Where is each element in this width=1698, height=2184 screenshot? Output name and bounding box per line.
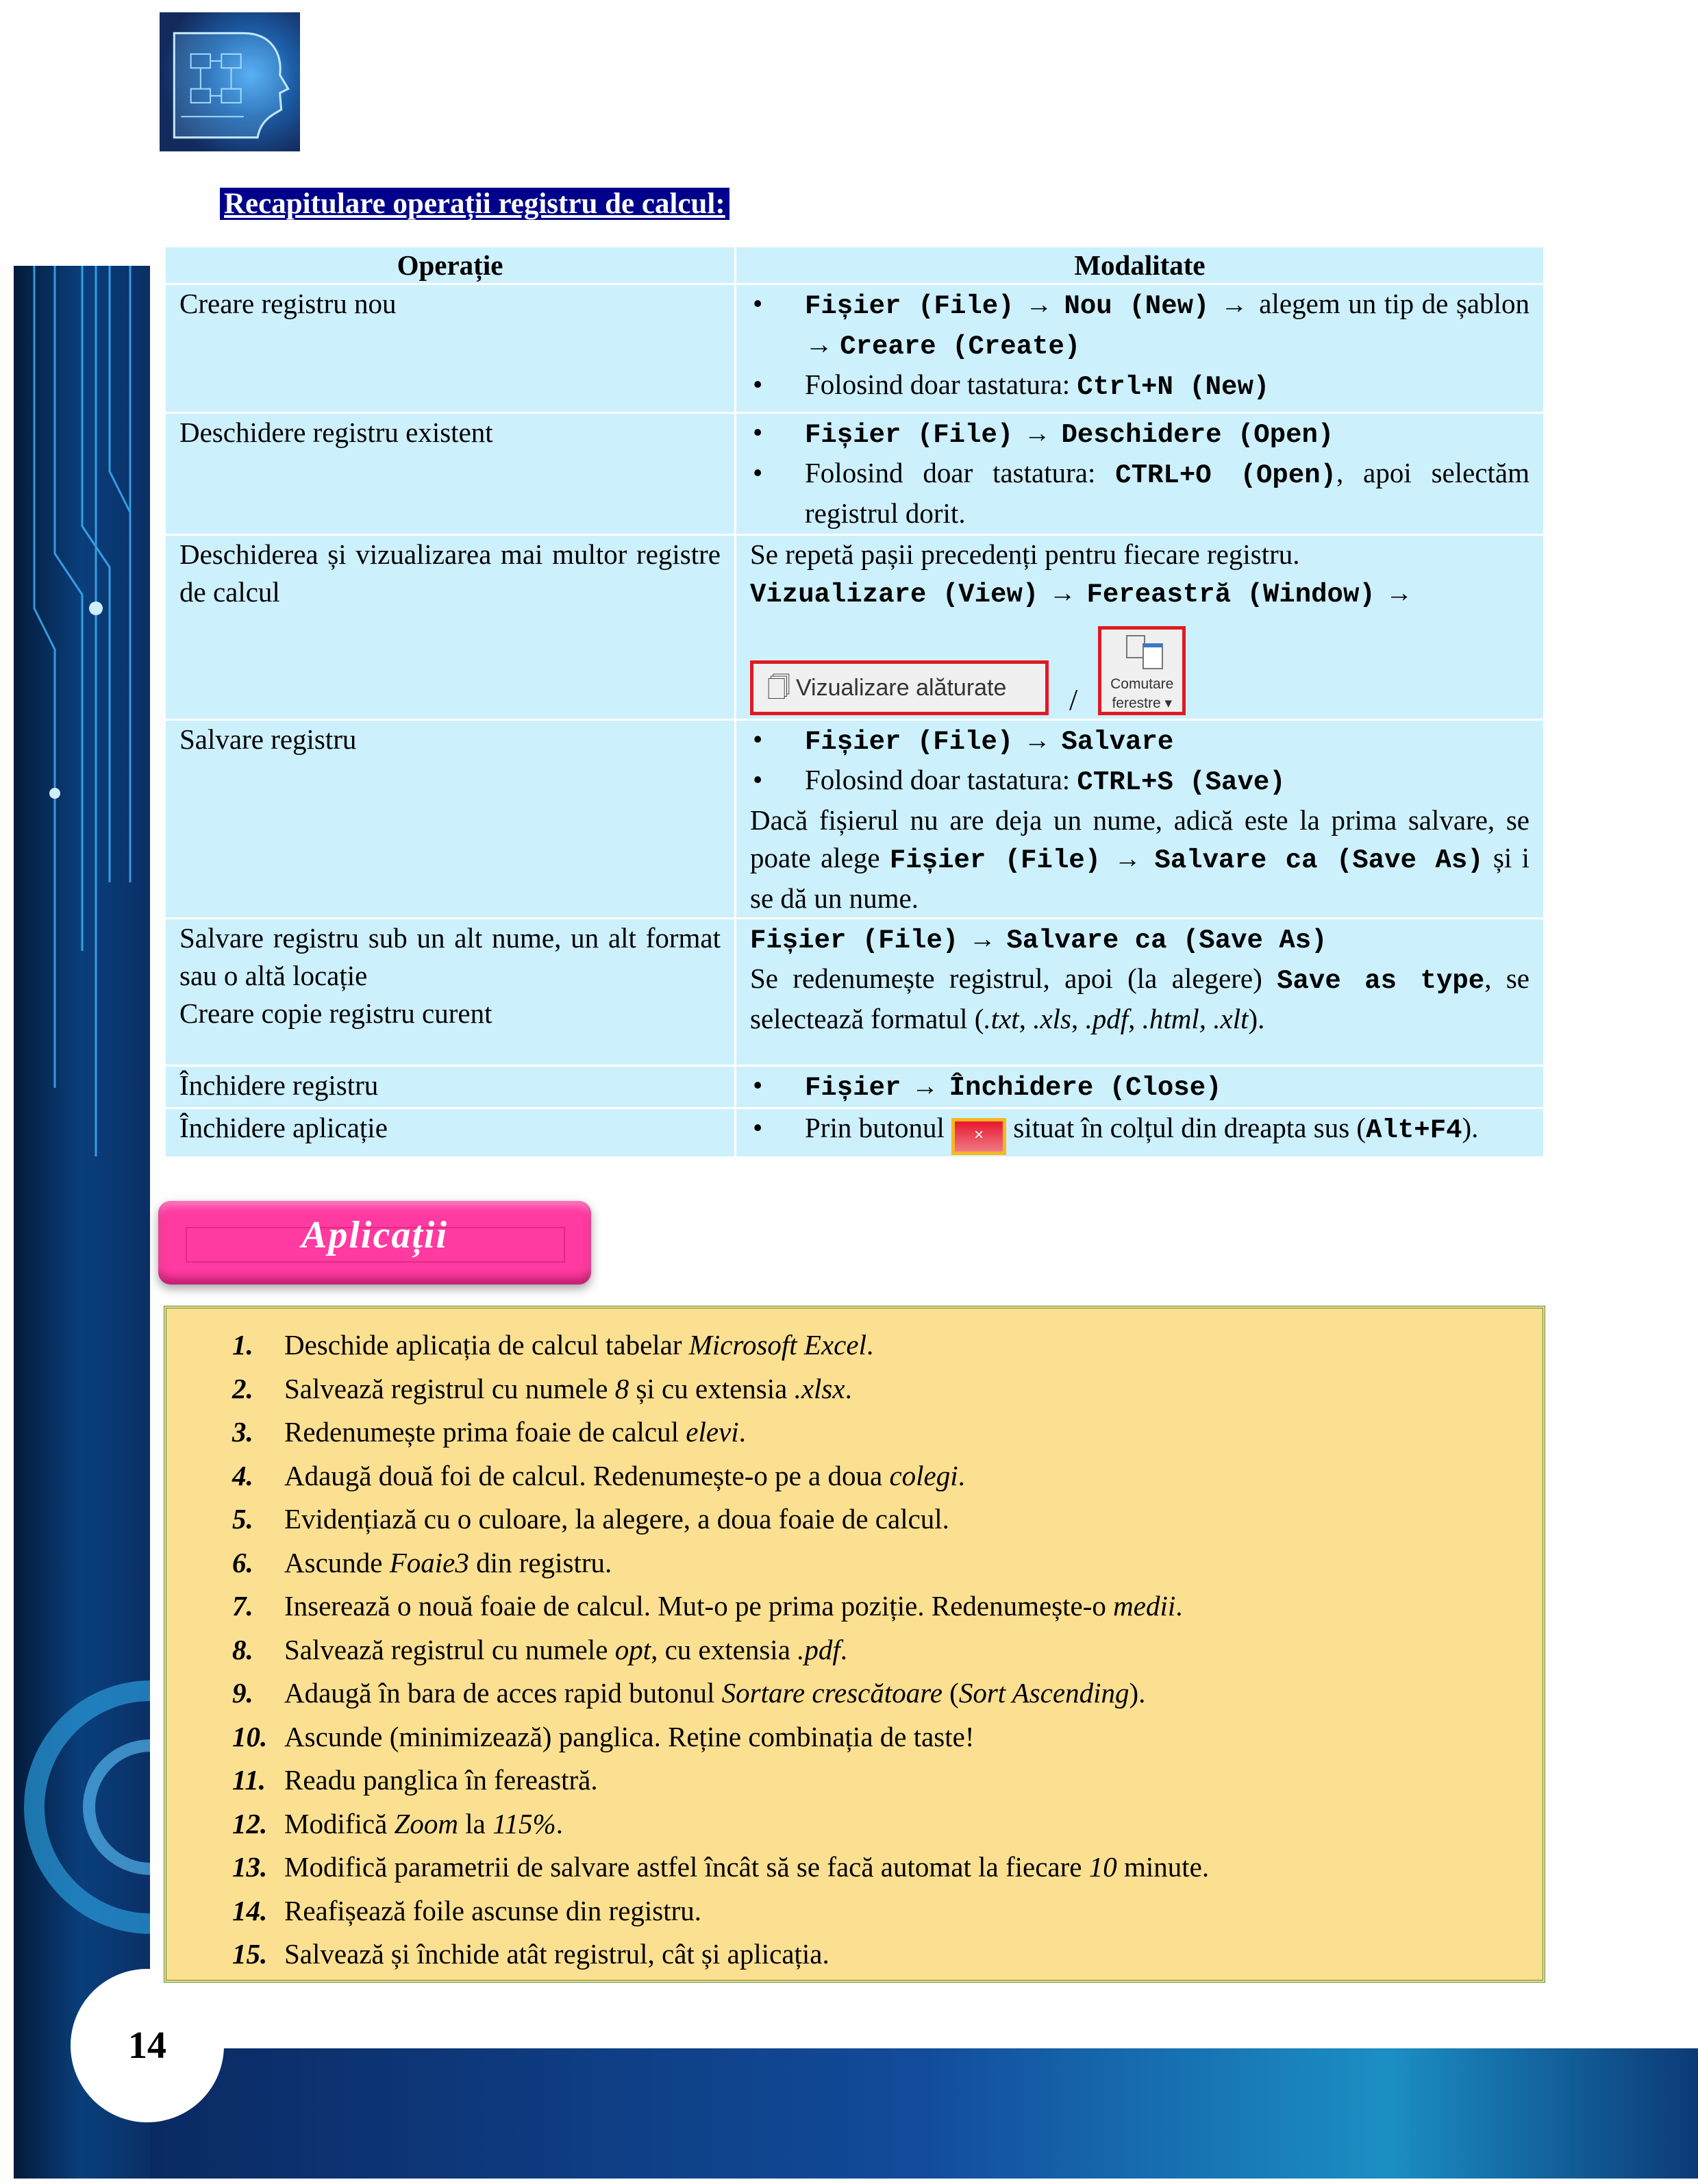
italic-text: .xls [1033,1003,1071,1034]
task-number: 7. [232,1590,253,1622]
method-cell [736,535,1545,720]
text: . [1175,1590,1183,1622]
text: . [845,1372,852,1404]
operation-cell [165,720,736,919]
decorative-bottom-band [150,2048,1698,2179]
task-number: 11. [232,1764,266,1796]
text: Modifică parametrii de salvare astfel încât să se facă automat la fiecare [284,1851,1089,1883]
task-text [284,1715,975,1759]
operation-cell [165,535,736,720]
bullet-item [750,366,1530,406]
bullet-item [750,1067,1530,1107]
text: Salvează și închide atât registrul, cât și aplicația. [284,1938,829,1970]
bullet-item [750,414,1530,454]
code-text: CTRL+S (Save) [1077,767,1286,797]
task-number: 6. [232,1546,253,1578]
text: ( [942,1677,959,1709]
task-number: 9. [232,1677,253,1709]
task-item [232,1802,1543,1846]
text: ). [1462,1112,1479,1143]
switch-windows-label-2: ferestre ▾ [1112,695,1173,711]
task-item [232,1889,1543,1933]
code-text: Alt+F4 [1366,1115,1462,1145]
task-text [284,1759,598,1802]
italic-text: .pdf [797,1633,840,1665]
applications-banner [158,1201,591,1285]
italic-text: .pdf [1085,1003,1129,1034]
bullet-item [750,761,1530,802]
side-by-side-label: Vizualizare alăturate [795,674,1007,701]
task-item [232,1628,1543,1672]
text: Adaugă două foi de calcul. Redenumește-o pe a doua [284,1459,890,1491]
method-cell [736,413,1545,535]
close-button-icon: × [951,1118,1006,1155]
bullet-item [750,285,1530,366]
task-number: 2. [232,1372,253,1404]
code-text: Fișier (File) → Salvare [805,727,1174,757]
task-number: 5. [232,1503,253,1535]
text: și i se dă un nume. [750,842,1530,914]
method-cell [736,919,1545,1066]
task-list [166,1308,1543,1976]
switch-windows-icon [1101,630,1182,675]
table-row [165,284,1545,413]
text: , se selectează formatul ( [750,963,1530,1034]
operation-cell [165,919,736,1066]
code-text: Fișier → Închidere (Close) [805,1073,1222,1103]
text: alegem un tip de șablon → [805,288,1530,360]
code-text: Creare (Create) [840,332,1081,362]
task-text [284,1889,701,1933]
italic-text: Sort Ascending [958,1677,1129,1709]
italic-text: 115% [492,1807,556,1839]
operation-name: Salvare registru [179,723,357,755]
code-text: Save as type [1277,966,1485,996]
operation-name: Creare registru nou [179,288,397,319]
italic-text: .xlsx [794,1372,845,1404]
operation-name: Deschiderea și vizualizarea mai multor registre de calcul [179,538,721,608]
operations-table [164,245,1545,1158]
task-text [284,1367,852,1411]
text: Salvează registrul cu numele [284,1372,615,1404]
text: , [1128,1003,1143,1034]
task-item [232,1759,1543,1802]
code-text: Vizualizare (View) → Fereastră (Window) → [750,580,1408,610]
task-number: 4. [232,1459,253,1491]
task-item [232,1585,1543,1628]
method-cell [736,1108,1545,1158]
italic-text: .html, .xlt [1142,1003,1249,1034]
operation-cell [165,413,736,535]
text: Evidențiază cu o culoare, la alegere, a doua foaie de calcul. [284,1503,949,1535]
bullet-item [750,721,1530,761]
text: . [958,1459,965,1491]
text: , [1071,1003,1086,1034]
text: , cu extensia [651,1633,798,1665]
header-method: Modalitate [736,247,1545,284]
text: , apoi selectăm registrul dorit. [805,457,1530,529]
table-row [165,535,1545,720]
task-item [232,1367,1543,1411]
table-row [165,720,1545,919]
ribbon-buttons [750,626,1530,715]
task-item [232,1324,1543,1367]
text: . [840,1633,848,1665]
text: ). [1129,1677,1146,1709]
separator: / [1069,683,1078,717]
code-text: Fișier (File) → Salvare ca (Save As) [750,926,1327,956]
text: minute. [1116,1851,1210,1883]
task-text [284,1324,873,1367]
applications-title: Aplicații [301,1214,448,1256]
text: ). [1248,1003,1265,1034]
bullet-item [750,454,1530,532]
table-row [165,1108,1545,1158]
view-side-by-side-button[interactable] [750,660,1049,715]
decorative-circuit-strip [14,266,150,2179]
text: și cu extensia [629,1372,795,1404]
text: Folosind doar tastatura: [805,369,1077,400]
italic-text: elevi [686,1416,739,1448]
text: Salvează registrul cu numele [284,1633,615,1665]
table-row [165,919,1545,1066]
code-text: Ctrl+N (New) [1077,372,1270,402]
paragraph [750,802,1530,917]
text: din registru. [469,1546,612,1578]
tasks-box [164,1306,1545,1983]
operation-name: Salvare registru sub un alt nume, un alt format sau o altă locație [179,922,721,991]
table-row [165,413,1545,535]
task-text [284,1846,1209,1889]
text: Dacă fișierul nu are deja un nume, adică este la prima salvare, se poate alege [750,804,1530,873]
paragraph [750,960,1530,1038]
task-text [284,1585,1182,1628]
text: , [1019,1003,1034,1034]
task-number: 3. [232,1416,253,1448]
task-text [284,1454,965,1498]
text: Reafișează foile ascunse din registru. [284,1894,702,1926]
bullet-item [750,1109,1530,1155]
side-by-side-icon: 🗍 [767,674,790,701]
task-item [232,1933,1543,1976]
method-cell [736,1066,1545,1108]
text: Readu panglica în fereastră. [284,1764,598,1796]
task-item [232,1541,1543,1585]
text: . [738,1416,746,1448]
task-text [284,1541,612,1585]
code-text: Fișier (File) → Salvare ca (Save As) [889,845,1484,876]
italic-text: 8 [614,1372,629,1404]
operation-cell [165,1108,736,1158]
method-cell [736,720,1545,919]
code-text: Fișier (File) → Deschidere (Open) [805,420,1334,450]
paragraph [750,919,1530,960]
table-row [165,1066,1545,1108]
task-item [232,1846,1543,1889]
task-item [232,1672,1543,1715]
text: situat în colțul din dreapta sus ( [1006,1112,1366,1143]
operation-name: Închidere registru [179,1069,379,1101]
italic-text: colegi [889,1459,958,1491]
circuit-head-icon [160,12,300,151]
italic-text: medii [1113,1590,1176,1622]
method-cell [736,284,1545,413]
switch-windows-button[interactable] [1098,626,1186,715]
text: Adaugă în bara de acces rapid butonul [284,1677,722,1709]
paragraph [750,536,1530,573]
italic-text: 10 [1088,1851,1117,1883]
task-number: 14. [232,1894,268,1926]
text: Prin butonul [805,1112,952,1143]
italic-text: opt [614,1633,651,1665]
paragraph [750,573,1530,614]
text: Ascunde (minimizează) panglica. Reține combinația de taste! [284,1720,975,1752]
ai-head-logo [160,12,300,151]
text: . [866,1329,874,1361]
operation-cell [165,284,736,413]
task-number: 10. [232,1720,268,1752]
switch-windows-label-1: Comutare [1110,676,1174,692]
task-item [232,1411,1543,1454]
operation-cell [165,1066,736,1108]
task-number: 12. [232,1807,268,1839]
task-text [284,1802,563,1846]
code-text: Fișier (File) → Nou (New) → [805,291,1260,321]
operation-name: Închidere aplicație [179,1112,388,1143]
section-title: Recapitulare operații registru de calcul: [220,188,729,220]
task-text [284,1628,847,1672]
task-number: 1. [232,1329,253,1361]
text: Folosind doar tastatura: [805,457,1116,488]
text: . [555,1807,563,1839]
page-number: 14 [71,1969,224,2122]
task-item [232,1454,1543,1498]
task-text [284,1933,829,1976]
text: la [458,1807,493,1839]
text: Se redenumește registrul, apoi (la alegere) [750,963,1277,994]
text: Se repetă pașii precedenți pentru fiecare registru. [750,538,1300,570]
operation-name: Creare copie registru curent [179,997,492,1029]
task-number: 15. [232,1938,268,1970]
text: Ascunde [284,1546,390,1578]
code-text: CTRL+O (Open) [1115,460,1337,491]
text: Redenumește prima foaie de calcul [284,1416,686,1448]
task-text [284,1498,949,1541]
italic-text: .txt [984,1003,1019,1034]
header-operation: Operație [165,247,736,284]
table-header-row [165,247,1545,284]
italic-text: Foaie3 [389,1546,469,1578]
circuit-lines-icon [14,266,150,2179]
task-text [284,1672,1145,1715]
text: Inserează o nouă foaie de calcul. Mut-o pe prima poziție. Redenumește-o [284,1590,1114,1622]
text: Folosind doar tastatura: [805,764,1077,795]
italic-text: Zoom [394,1807,458,1839]
task-text [284,1411,746,1454]
italic-text: Microsoft Excel [688,1329,866,1361]
task-number: 8. [232,1633,253,1665]
operation-name: Deschidere registru existent [179,417,493,448]
task-number: 13. [232,1851,268,1883]
text: Modifică [284,1807,395,1839]
italic-text: Sortare crescătoare [721,1677,942,1709]
text: Deschide aplicația de calcul tabelar [284,1329,689,1361]
task-item [232,1498,1543,1541]
task-item [232,1715,1543,1759]
